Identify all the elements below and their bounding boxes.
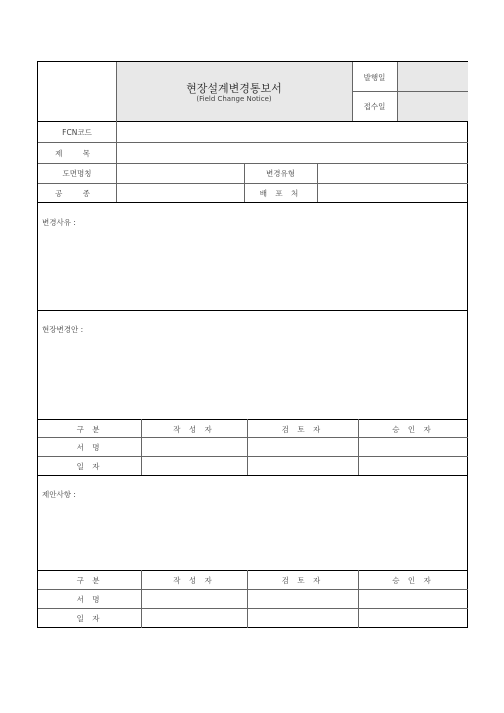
approval1-reviewer-signature[interactable] xyxy=(248,438,358,456)
approval1-category-header: 구 분 xyxy=(76,425,103,434)
field-change-label: 현장변경안 : xyxy=(42,325,84,334)
approval1-author-signature[interactable] xyxy=(142,438,247,456)
proposal-label: 제안사항 : xyxy=(42,490,76,499)
approval2-reviewer-signature[interactable] xyxy=(248,590,358,608)
approval2-author-header: 작 성 자 xyxy=(173,576,215,585)
field-change-notice-form xyxy=(37,61,468,628)
approval1-reviewer-date[interactable] xyxy=(248,457,358,475)
change-reason-textarea[interactable] xyxy=(40,230,466,308)
drawing-name-field[interactable] xyxy=(117,164,244,183)
approval2-signature-label: 서 명 xyxy=(76,595,103,604)
approval2-approver-date[interactable] xyxy=(359,609,468,627)
approval2-reviewer-date[interactable] xyxy=(248,609,358,627)
subject-label: 제 목 xyxy=(55,149,99,158)
work-type-field[interactable] xyxy=(117,184,244,202)
page-subtitle: (Field Change Notice) xyxy=(196,95,272,103)
fcn-code-label: FCN코드 xyxy=(62,128,92,137)
approval1-reviewer-header: 검 토 자 xyxy=(281,425,324,434)
distribution-label: 배 포 처 xyxy=(259,189,302,198)
approval1-author-header: 작 성 자 xyxy=(173,425,215,434)
distribution-field[interactable] xyxy=(318,184,468,202)
change-reason-label: 변경사유 : xyxy=(42,218,76,227)
approval2-category-header: 구 분 xyxy=(76,576,103,585)
approval2-date-label: 일 자 xyxy=(76,614,103,623)
change-type-label: 변경유형 xyxy=(266,169,295,178)
proposal-textarea[interactable] xyxy=(40,503,466,567)
work-type-label: 공 종 xyxy=(55,189,99,198)
issue-date-label: 발행일 xyxy=(363,73,386,82)
subject-field[interactable] xyxy=(117,143,468,163)
approval1-signature-label: 서 명 xyxy=(76,443,103,452)
approval2-author-date[interactable] xyxy=(142,609,247,627)
field-change-textarea[interactable] xyxy=(40,338,466,416)
approval2-approver-header: 승 인 자 xyxy=(392,576,434,585)
approval1-approver-header: 승 인 자 xyxy=(392,425,434,434)
page-title: 현장설계변경통보서 xyxy=(186,82,282,95)
approval2-author-signature[interactable] xyxy=(142,590,247,608)
approval1-author-date[interactable] xyxy=(142,457,247,475)
approval2-approver-signature[interactable] xyxy=(359,590,468,608)
drawing-name-label: 도면명칭 xyxy=(62,169,92,178)
approval2-reviewer-header: 검 토 자 xyxy=(281,576,324,585)
approval1-date-label: 일 자 xyxy=(76,462,103,471)
approval1-approver-signature[interactable] xyxy=(359,438,468,456)
fcn-code-field[interactable] xyxy=(117,122,468,142)
receipt-date-field[interactable] xyxy=(397,93,468,120)
issue-date-field[interactable] xyxy=(397,63,468,90)
approval1-approver-date[interactable] xyxy=(359,457,468,475)
receipt-date-label: 접수일 xyxy=(363,102,386,111)
change-type-field[interactable] xyxy=(318,164,468,183)
